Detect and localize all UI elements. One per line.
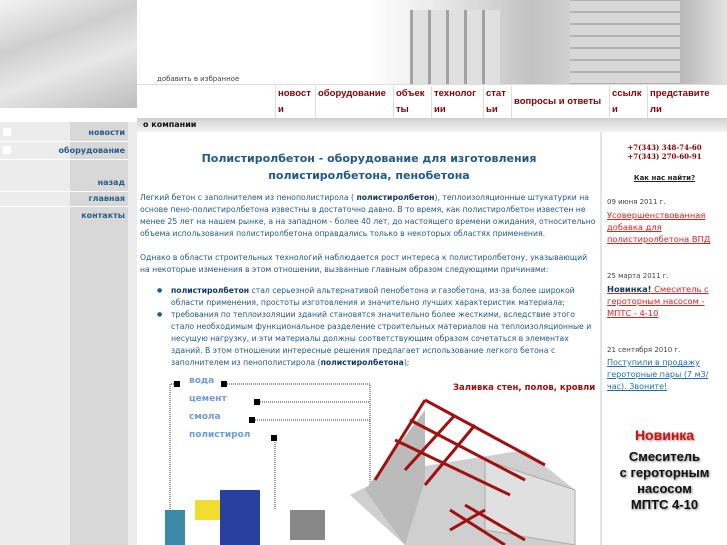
square-icon [3,128,11,136]
news-date: 25 марта 2011 г. [607,272,669,280]
label-cement: цемент [189,394,227,404]
paragraph [140,192,598,240]
sidebar-top [0,108,137,122]
nav-equipment[interactable]: оборудование [315,86,393,118]
promo-banner[interactable] [602,427,727,513]
news-badge: Новинка! [607,284,652,294]
bold-text: полистиролбетона [320,358,404,367]
text: ); [403,358,410,367]
sidebar-panel [70,108,128,545]
paragraph: Однако в области строительных технологий наблюдается рост интереса к полистиролбетону, указывающий на некоторые изменения в этом отношении, вызванные главным образом следующими причинами: [140,253,588,274]
production-diagram [165,370,600,545]
find-us-link[interactable]: Как нас найти? [633,174,696,182]
news-date: 09 июня 2011 г. [607,198,666,206]
square-marker-icon [249,417,255,423]
divider [0,206,128,207]
text: ), теплоизоляционные штукатурки на основе пено-полистиролбетона известны в достаточно давно. В то время, как полистиролбетон известен не менее 25 лет на нашем рынке, а на западном - более 40 лет, до настоящего времени ожидания, относительно объема использования полистиролбетона оправдались только в некоторых областях применения. [140,193,596,238]
square-marker-icon [271,435,277,441]
promo-line: насосом [637,481,692,496]
section-bar [137,118,727,132]
nav-faq[interactable]: вопросы и ответы [511,86,609,118]
main-content [140,150,598,369]
list-item [160,285,598,309]
square-icon [3,146,11,154]
divider [137,84,727,85]
nav-representatives[interactable]: представители [647,86,717,118]
section-title: о компании [143,120,197,129]
phone-2: +7(343) 270-60-91 [627,152,702,161]
bold-text: полистиролбетон [171,286,250,295]
sidebar-item-news[interactable]: новости [88,128,125,137]
news-date: 21 сентября 2010 г. [607,346,681,354]
sidebar-item-home[interactable]: главная [88,194,125,203]
text: стал серьезной альтернативой пенобетона и газобетона, из-за более широкой области применения, простоты изготовления и значительно лучших характеристик материала; [171,286,575,307]
square-marker-icon [174,381,180,387]
news-link[interactable]: Усовершенствованная добавка для полистиролбетона ВПД [607,210,711,244]
diagram-caption: Заливка стен, полов, кровли [453,383,596,393]
right-column [600,132,727,545]
phones [602,143,727,161]
sidebar [0,108,137,545]
reasons-list [160,285,598,369]
label-polystyrene: полистирол [189,430,251,440]
divider [0,159,128,160]
nav-objects[interactable]: объекты [393,86,431,118]
label-resin: смола [189,412,221,422]
nav-links[interactable]: ссылки [609,86,647,118]
top-nav [275,86,717,118]
sidebar-item-contacts[interactable]: контакты [81,211,125,220]
header-building-image [370,0,727,85]
promo-line: с героторным [619,465,710,480]
nav-articles[interactable]: статьи [483,86,511,118]
sidebar-item-equipment[interactable]: оборудование [58,146,125,155]
news-link[interactable] [607,283,727,319]
text: требования по теплоизоляции зданий становятся значительно более жесткими, вследствие этого стало необходимым функциональное разделение строительных материалов на теплоизоляционные и несущую нагрузку, и эти материалы должны соответствующим образом сочетаться в элементах зданий. В этом отношении интересные решения предлагает использование легкого бетона с заполнителем из пенополистирола ( [171,310,592,367]
list-item [160,309,598,369]
promo-title: Новинка [634,427,695,443]
add-to-favorites-link[interactable]: добавить в избранное [157,75,240,83]
phone-1: +7(343) 348-74-60 [627,143,702,152]
sidebar-item-back[interactable]: назад [97,178,125,187]
square-marker-icon [254,399,260,405]
header-sky-image [0,0,137,108]
square-marker-icon [221,381,227,387]
bold-text: полистиролбетон [356,193,435,202]
news-link[interactable]: Поступили в продажу героторные пары (7 м3/час). Звоните! [607,358,709,391]
label-water: вода [189,376,215,386]
text: Легкий бетон с заполнителем из пенополистирола ( [140,193,357,202]
nav-technologies[interactable]: технологии [431,86,483,118]
diagram-graphics [165,370,600,545]
page-title: Полистиролбетон - оборудование для изготовления полистиролбетона, пенобетона [201,152,537,182]
promo-line: Смеситель [628,449,701,464]
divider [0,191,128,192]
nav-news[interactable]: новости [275,86,315,118]
text: Смеситель с героторным насосом - МПТС - 4-10 [607,284,709,318]
divider [0,141,128,142]
promo-line: МПТС 4-10 [630,497,699,512]
